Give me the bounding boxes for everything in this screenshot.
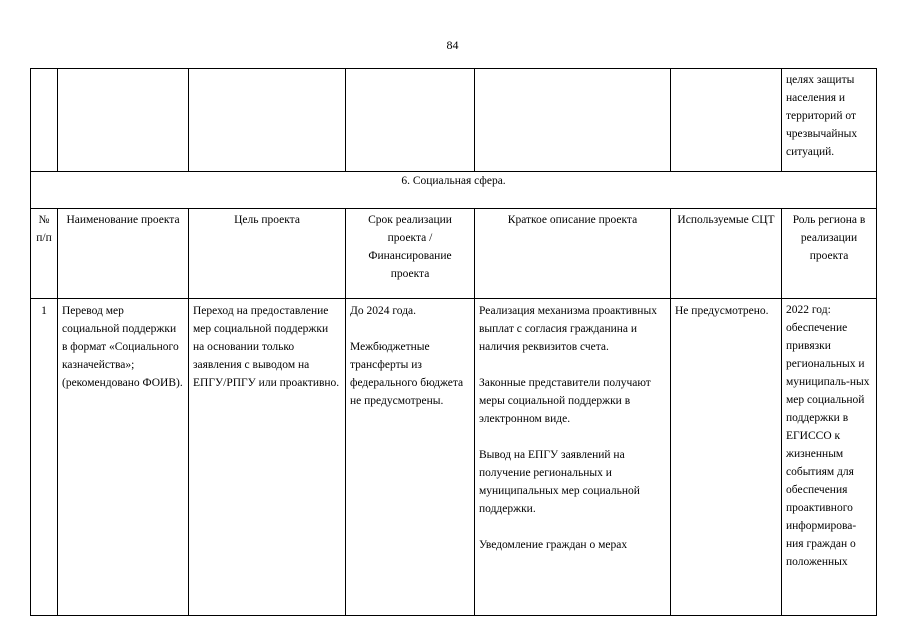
- description-paragraph-1: Реализация механизма проактивных выплат с согласия гражданина и наличия реквизитов счета.: [479, 305, 657, 353]
- project-name: Перевод мер социальной поддержки в формат «Социального казначейства»; (рекомендовано ФОИВ).: [62, 305, 183, 389]
- col-header-goal: Цель проекта: [234, 214, 300, 226]
- project-goal: Переход на предоставление мер социальной поддержки на основании только заявления с выводом на ЕПГУ/РПГУ или проактивно.: [193, 305, 340, 389]
- col-header-systems: Используемые СЦТ: [677, 214, 775, 226]
- projects-table: [30, 68, 877, 616]
- col-header-num: № п/п: [36, 214, 52, 244]
- col-header-term: Срок реализации проекта / Финансирование проекта: [368, 214, 452, 280]
- section-title: 6. Социальная сфера.: [31, 172, 877, 209]
- page-number: 84: [446, 38, 459, 52]
- col-header-name: Наименование проекта: [66, 214, 180, 226]
- col-header-role: Роль региона в реализации проекта: [792, 214, 866, 262]
- continuation-row: [31, 69, 877, 172]
- project-systems: Не предусмотрено.: [675, 305, 769, 317]
- description-paragraph-3: Вывод на ЕПГУ заявлений на получение региональных и муниципальных мер социальной поддержки.: [479, 449, 640, 515]
- continuation-role-text: целях защиты населения и территорий от чрезвычайных ситуаций.: [786, 74, 858, 158]
- col-header-description: Краткое описание проекта: [507, 214, 638, 226]
- row-number: 1: [41, 305, 47, 317]
- table-row: [31, 299, 877, 616]
- project-funding: Межбюджетные трансферты из федерального бюджета не предусмотрены.: [350, 341, 464, 407]
- project-region-role: 2022 год: обеспечение привязки региональных и муниципаль-ных мер социальной поддержки в ЕГИССО к жизненным событиям для обеспечения проактивного информирова-ния граждан о положенных: [786, 304, 870, 568]
- project-term: До 2024 года.: [350, 305, 417, 317]
- description-paragraph-4: Уведомление граждан о мерах: [479, 539, 628, 551]
- section-row: [31, 172, 877, 209]
- description-paragraph-2: Законные представители получают меры социальной поддержки в электронном виде.: [479, 377, 651, 425]
- header-row: [31, 209, 877, 299]
